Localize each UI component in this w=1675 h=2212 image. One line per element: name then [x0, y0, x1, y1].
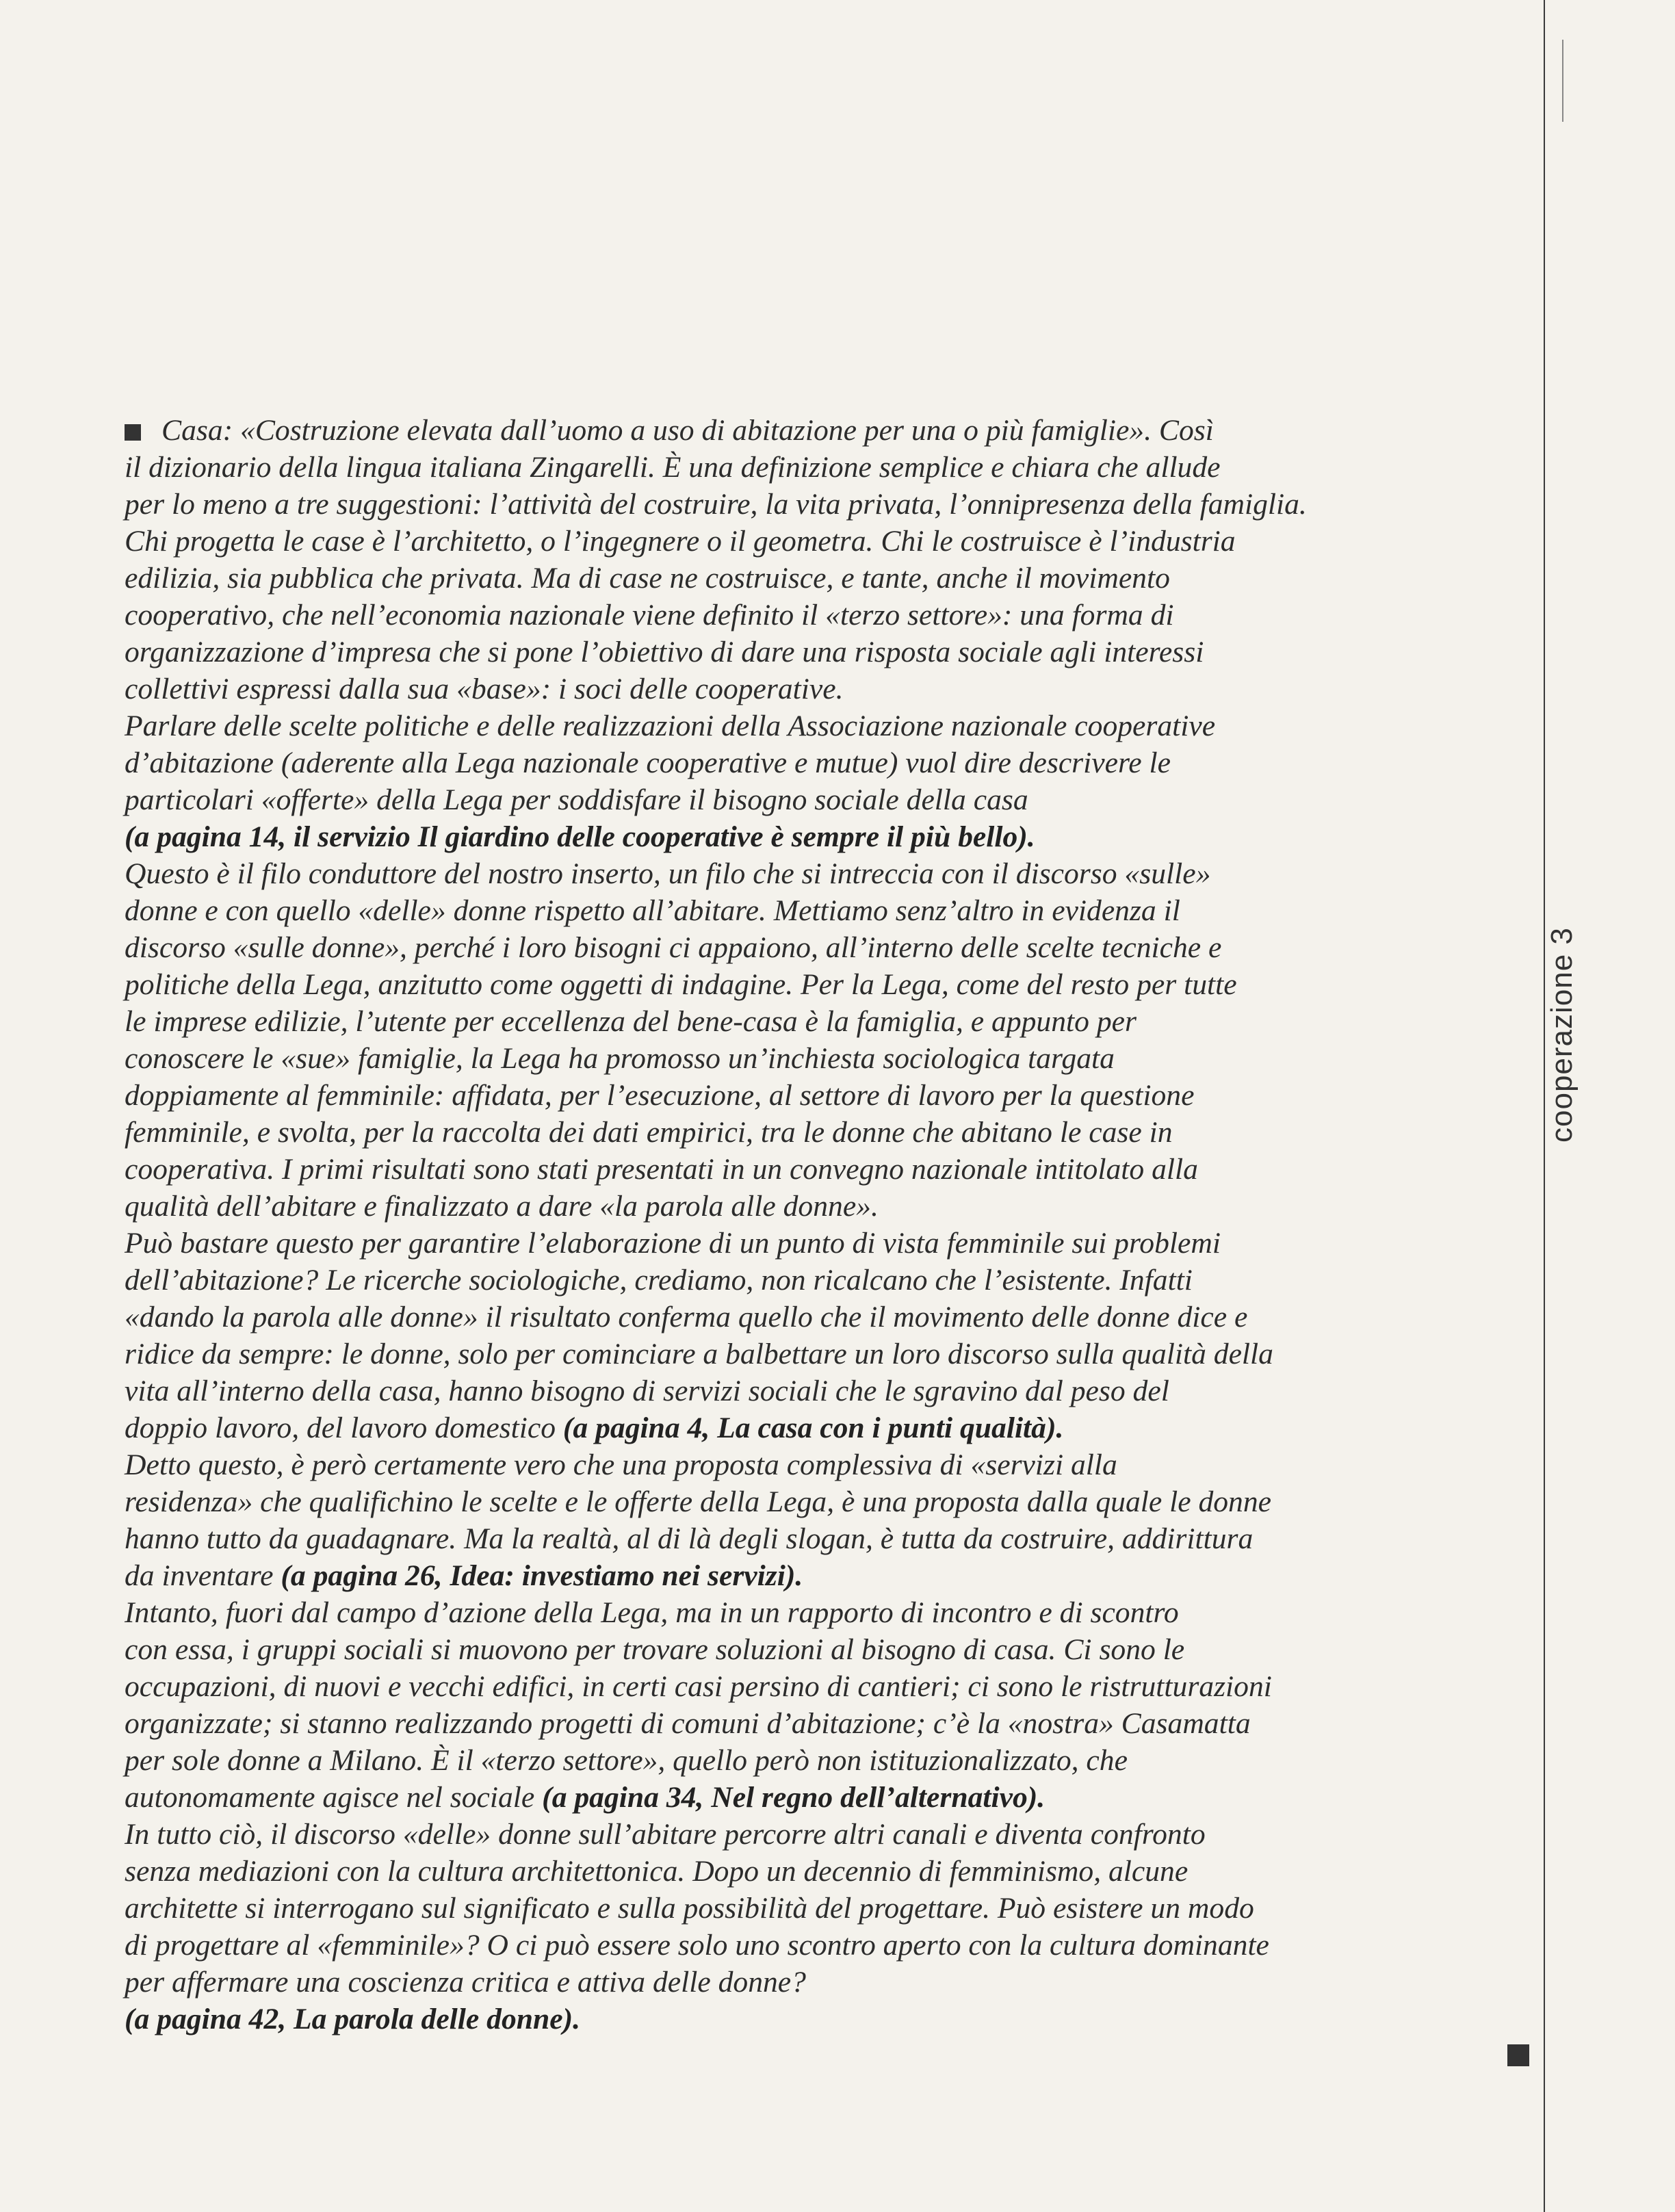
text-line [125, 781, 1542, 818]
text-line [125, 1336, 1542, 1372]
margin-tick [1562, 40, 1563, 122]
text-segment: donne e con quello «delle» donne rispetto all’abitare. Mettiamo senz’altro in evidenza il [125, 894, 1180, 927]
text-segment: doppiamente al femminile: affidata, per l’esecuzione, al settore di lavoro per la questione [125, 1079, 1195, 1112]
text-line [125, 1483, 1542, 1520]
text-line [125, 707, 1542, 744]
page-reference: (a pagina 26, Idea: investiamo nei servizi). [281, 1559, 803, 1592]
text-segment: per sole donne a Milano. È il «terzo settore», quello però non istituzionalizzato, che [125, 1744, 1128, 1777]
text-line [125, 671, 1542, 707]
text-line [125, 1372, 1542, 1409]
paragraph-marker [125, 424, 141, 441]
text-segment: In tutto ciò, il discorso «delle» donne sull’abitare percorre altri canali e diventa confronto [125, 1818, 1206, 1851]
text-line [125, 1557, 1542, 1594]
text-line [125, 1151, 1542, 1188]
text-segment: con essa, i gruppi sociali si muovono per trovare soluzioni al bisogno di casa. Ci sono le [125, 1633, 1185, 1666]
text-segment: senza mediazioni con la cultura architettonica. Dopo un decennio di femminismo, alcune [125, 1855, 1189, 1888]
text-line [125, 929, 1542, 966]
text-segment: conoscere le «sue» famiglie, la Lega ha promosso un’inchiesta sociologica targata [125, 1042, 1115, 1075]
text-line [125, 1927, 1542, 1964]
text-line [125, 966, 1542, 1003]
text-segment: organizzazione d’impresa che si pone l’obiettivo di dare una risposta sociale agli interessi [125, 636, 1204, 668]
text-segment: femminile, e svolta, per la raccolta dei dati empirici, tra le donne che abitano le case in [125, 1116, 1173, 1149]
text-line [125, 1631, 1542, 1668]
text-line [125, 1853, 1542, 1890]
text-segment: autonomamente agisce nel sociale [125, 1781, 543, 1814]
text-line [125, 1188, 1542, 1225]
text-segment: Casa: «Costruzione elevata dall’uomo a uso di abitazione per una o più famiglie». Così [161, 414, 1214, 447]
text-line [125, 1520, 1542, 1557]
text-line [125, 412, 1542, 449]
text-line [125, 560, 1542, 597]
text-segment: discorso «sulle donne», perché i loro bisogni ci appaiono, all’interno delle scelte tecniche e [125, 931, 1222, 964]
text-line [125, 1409, 1542, 1446]
text-line [125, 597, 1542, 634]
text-line [125, 1299, 1542, 1336]
text-segment: qualità dell’abitare e finalizzato a dare «la parola alle donne». [125, 1190, 879, 1223]
text-line [125, 449, 1542, 486]
text-segment: residenza» che qualifichino le scelte e le offerte della Lega, è una proposta dalla quale le donne [125, 1485, 1271, 1518]
page-reference: (a pagina 42, La parola delle donne). [125, 2003, 580, 2035]
text-line [125, 1668, 1542, 1705]
text-line [125, 1890, 1542, 1927]
text-segment: cooperativa. I primi risultati sono stati presentati in un convegno nazionale intitolato alla [125, 1153, 1198, 1186]
text-segment: Chi progetta le case è l’architetto, o l’ingegnere o il geometra. Chi le costruisce è l’industria [125, 525, 1236, 558]
text-line [125, 1742, 1542, 1779]
text-line [125, 1705, 1542, 1742]
text-segment: Parlare delle scelte politiche e delle realizzazioni della Associazione nazionale cooperative [125, 710, 1216, 742]
text-line [125, 1077, 1542, 1114]
text-line [125, 1779, 1542, 1816]
text-segment: occupazioni, di nuovi e vecchi edifici, in certi casi persino di cantieri; ci sono le ristrutturazioni [125, 1670, 1272, 1703]
text-segment: «dando la parola alle donne» il risultato conferma quello che il movimento delle donne dice e [125, 1301, 1248, 1333]
text-segment: Intanto, fuori dal campo d’azione della Lega, ma in un rapporto di incontro e di scontro [125, 1596, 1179, 1629]
text-line [125, 818, 1542, 855]
text-segment: dell’abitazione? Le ricerche sociologiche, crediamo, non ricalcano che l’esistente. Infatti [125, 1264, 1193, 1297]
text-segment: il dizionario della lingua italiana Zingarelli. È una definizione semplice e chiara che allude [125, 451, 1221, 484]
text-line [125, 634, 1542, 671]
article-body [125, 412, 1542, 2038]
text-segment: da inventare [125, 1559, 281, 1592]
text-line [125, 892, 1542, 929]
text-segment: per lo meno a tre suggestioni: l’attività del costruire, la vita privata, l’onnipresenza della famiglia. [125, 488, 1307, 521]
text-segment: hanno tutto da guadagnare. Ma la realtà, al di là degli slogan, è tutta da costruire, addirittura [125, 1522, 1254, 1555]
text-line [125, 1003, 1542, 1040]
text-segment: cooperativo, che nell’economia nazionale viene definito il «terzo settore»: una forma di [125, 599, 1174, 632]
text-line [125, 744, 1542, 781]
text-line [125, 486, 1542, 523]
text-line [125, 1816, 1542, 1853]
page-reference: (a pagina 14, il servizio Il giardino delle cooperative è sempre il più bello). [125, 820, 1035, 853]
text-line [125, 2001, 1542, 2038]
text-segment: di progettare al «femminile»? O ci può essere solo uno scontro aperto con la cultura dominante [125, 1929, 1269, 1962]
text-segment: Questo è il filo conduttore del nostro inserto, un filo che si intreccia con il discorso «sulle» [125, 857, 1211, 890]
text-line [125, 1262, 1542, 1299]
text-segment: Detto questo, è però certamente vero che una proposta complessiva di «servizi alla [125, 1448, 1117, 1481]
text-line [125, 1964, 1542, 2001]
text-line [125, 523, 1542, 560]
text-segment: ridice da sempre: le donne, solo per cominciare a balbettare un loro discorso sulla qualità della [125, 1338, 1273, 1370]
text-segment: vita all’interno della casa, hanno bisogno di servizi sociali che le sgravino dal peso del [125, 1375, 1169, 1407]
text-line [125, 1114, 1542, 1151]
page-reference: (a pagina 34, Nel regno dell’alternativo). [542, 1781, 1046, 1814]
text-segment: d’abitazione (aderente alla Lega nazionale cooperative e mutue) vuol dire descrivere le [125, 746, 1171, 779]
page-reference: (a pagina 4, La casa con i punti qualità). [562, 1411, 1064, 1444]
text-segment: organizzate; si stanno realizzando progetti di comuni d’abitazione; c’è la «nostra» Casamatta [125, 1707, 1251, 1740]
text-line [125, 1594, 1542, 1631]
text-segment: particolari «offerte» della Lega per soddisfare il bisogno sociale della casa [125, 783, 1028, 816]
section-label: cooperazione 3 [1545, 927, 1579, 1143]
text-segment: architette si interrogano sul significato e sulla possibilità del progettare. Può esistere un modo [125, 1892, 1254, 1925]
text-segment: Può bastare questo per garantire l’elaborazione di un punto di vista femminile sui problemi [125, 1227, 1221, 1260]
text-segment: doppio lavoro, del lavoro domestico [125, 1411, 563, 1444]
end-mark [1507, 2044, 1529, 2066]
text-segment: per affermare una coscienza critica e attiva delle donne? [125, 1966, 806, 1999]
text-segment: politiche della Lega, anzitutto come oggetti di indagine. Per la Lega, come del resto per tutte [125, 968, 1237, 1001]
text-line [125, 855, 1542, 892]
text-line [125, 1040, 1542, 1077]
text-segment: collettivi espressi dalla sua «base»: i soci delle cooperative. [125, 673, 844, 705]
text-line [125, 1225, 1542, 1262]
text-segment: le imprese edilizie, l’utente per eccellenza del bene-casa è la famiglia, e appunto per [125, 1005, 1137, 1038]
text-line [125, 1446, 1542, 1483]
text-segment: edilizia, sia pubblica che privata. Ma di case ne costruisce, e tante, anche il movimento [125, 562, 1170, 595]
